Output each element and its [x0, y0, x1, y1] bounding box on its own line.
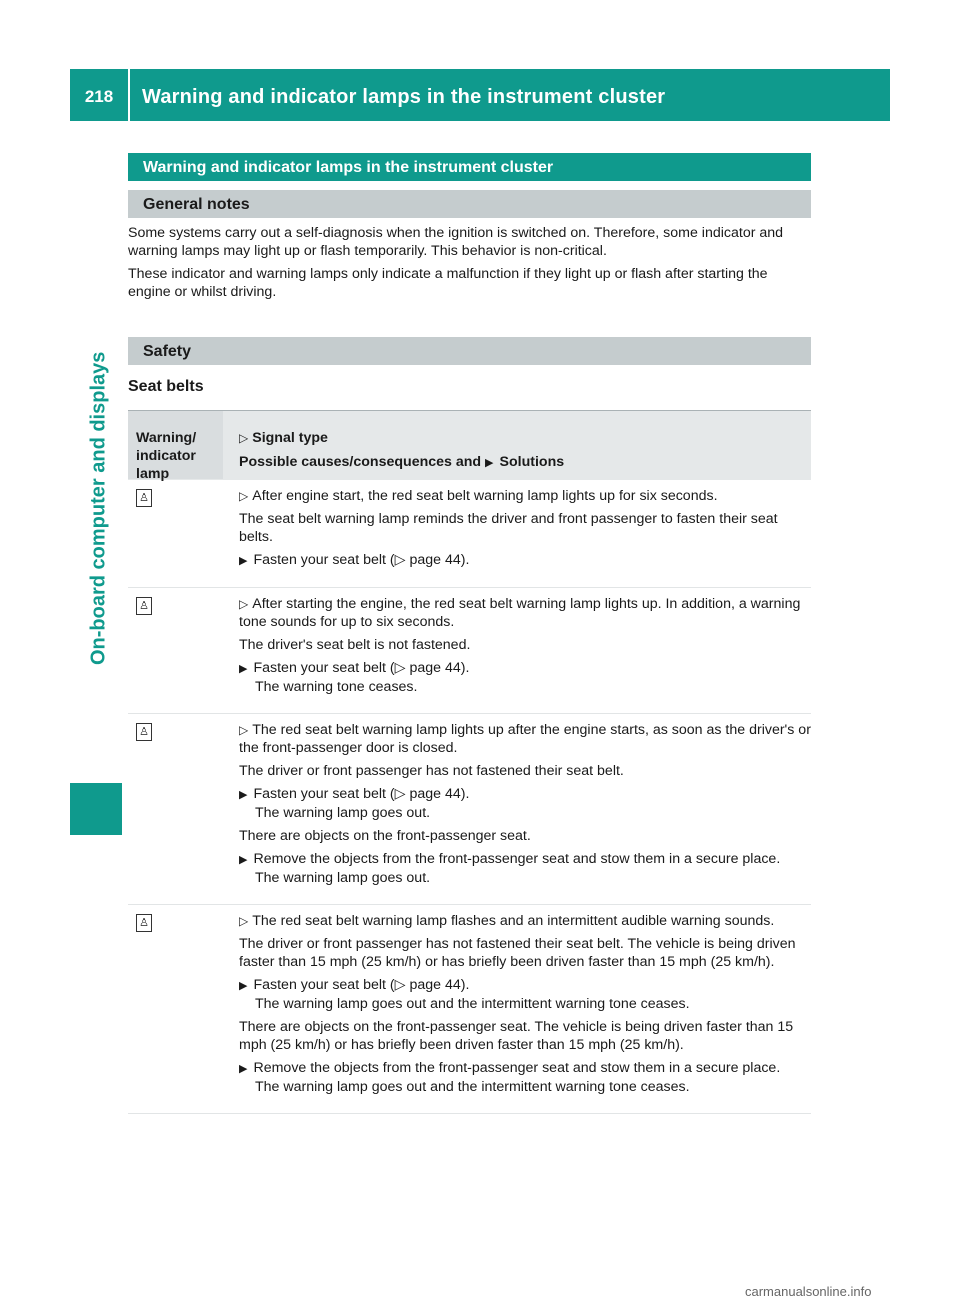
cause-text: The driver or front passenger has not fastened their seat belt. — [239, 763, 624, 779]
signal-text: After engine start, the red seat belt warning lamp lights up for six seconds. — [252, 488, 718, 504]
solution-text: Fasten your seat belt (▷ page 44). — [253, 977, 470, 993]
signal-text: The red seat belt warning lamp flashes and an intermittent audible warning sounds. — [252, 913, 775, 929]
seat-belt-icon: ♙ — [136, 597, 152, 615]
header-divider — [128, 69, 130, 121]
seat-belt-icon: ♙ — [136, 489, 152, 507]
side-tab-marker — [70, 783, 122, 835]
solution-arrow-icon: ▶ — [239, 854, 248, 866]
cause-text: The seat belt warning lamp reminds the driver and front passenger to fasten their seat belts. — [239, 511, 778, 545]
cause-text: The driver or front passenger has not fastened their seat belt. The vehicle is being driven faster than 15 mph (25 km/h) or has briefly been driven faster than 15 mph (25 km/h). — [239, 936, 796, 970]
col-lamp-header — [128, 411, 223, 482]
table-row — [128, 905, 811, 1114]
seat-belts-heading: Seat belts — [128, 378, 204, 395]
page-number: 218 — [84, 87, 114, 106]
seat-belt-table — [128, 411, 811, 1114]
solution-text: Fasten your seat belt (▷ page 44). — [253, 786, 470, 802]
result-text: The warning lamp goes out. — [255, 805, 431, 821]
cause-text: There are objects on the front-passenger seat. The vehicle is being driven faster than 15 mph (25 km/h) or has briefly been driven faster than 15 mph (25 km/h). — [239, 1019, 794, 1053]
col-lamp-label: Warning/ indicator lamp — [136, 430, 197, 482]
col-causes-label: Possible causes/consequences and — [239, 454, 482, 470]
table-row — [128, 588, 811, 714]
solution-arrow-icon: ▶ — [239, 1063, 248, 1075]
cause-text: There are objects on the front-passenger seat. — [239, 828, 531, 844]
solution-text: Remove the objects from the front-passenger seat and stow them in a secure place. — [253, 1060, 781, 1076]
col-solutions-label: Solutions — [499, 454, 565, 470]
solution-arrow-icon: ▶ — [239, 663, 248, 675]
table-header — [128, 411, 811, 480]
solution-arrow-icon: ▶ — [239, 980, 248, 992]
signal-triangle-icon: ▷ — [239, 914, 249, 928]
cause-text: The driver's seat belt is not fastened. — [239, 637, 471, 653]
signal-triangle-icon: ▷ — [239, 489, 249, 503]
table-row — [128, 480, 811, 588]
solution-text: Fasten your seat belt (▷ page 44). — [253, 660, 470, 676]
table-row — [128, 714, 811, 905]
solution-arrow-icon: ▶ — [239, 555, 248, 567]
result-text: The warning tone ceases. — [255, 679, 418, 695]
col-signal-header — [223, 411, 564, 479]
seat-belt-icon: ♙ — [136, 914, 152, 932]
signal-text: After starting the engine, the red seat belt warning lamp lights up. In addition, a warning tone sounds for up to six seconds. — [239, 596, 801, 630]
page-content — [128, 153, 811, 1114]
general-notes-heading: General notes — [128, 190, 811, 218]
signal-triangle-icon: ▷ — [239, 597, 249, 611]
section-title: Warning and indicator lamps in the instrument cluster — [128, 153, 811, 181]
solution-text: Remove the objects from the front-passenger seat and stow them in a secure place. — [253, 851, 781, 867]
page-header — [70, 69, 890, 121]
watermark: carmanualsonline.info — [745, 1284, 872, 1299]
signal-triangle-icon: ▷ — [239, 431, 249, 445]
result-text: The warning lamp goes out and the intermittent warning tone ceases. — [255, 1079, 690, 1095]
result-text: The warning lamp goes out and the intermittent warning tone ceases. — [255, 996, 690, 1012]
seat-belt-icon: ♙ — [136, 723, 152, 741]
header-title: Warning and indicator lamps in the instrument cluster — [142, 86, 666, 108]
result-text: The warning lamp goes out. — [255, 870, 431, 886]
general-notes-p1: Some systems carry out a self-diagnosis when the ignition is switched on. Therefore, some indicator and warning lamps may light up or flash temporarily. This behavior is non-critical. — [128, 225, 784, 259]
signal-text: The red seat belt warning lamp lights up after the engine starts, as soon as the driver's or the front-passenger door is closed. — [239, 722, 811, 756]
col-signal-label: Signal type — [252, 430, 328, 446]
side-tab-label: On-board computer and displays — [87, 351, 110, 665]
signal-triangle-icon: ▷ — [239, 723, 249, 737]
general-notes-p2: These indicator and warning lamps only indicate a malfunction if they light up or flash after starting the engine or whilst driving. — [128, 266, 768, 300]
solution-arrow-icon: ▶ — [239, 789, 248, 801]
safety-heading: Safety — [128, 337, 811, 365]
solution-text: Fasten your seat belt (▷ page 44). — [253, 552, 470, 568]
solution-arrow-icon: ▶ — [485, 457, 494, 469]
